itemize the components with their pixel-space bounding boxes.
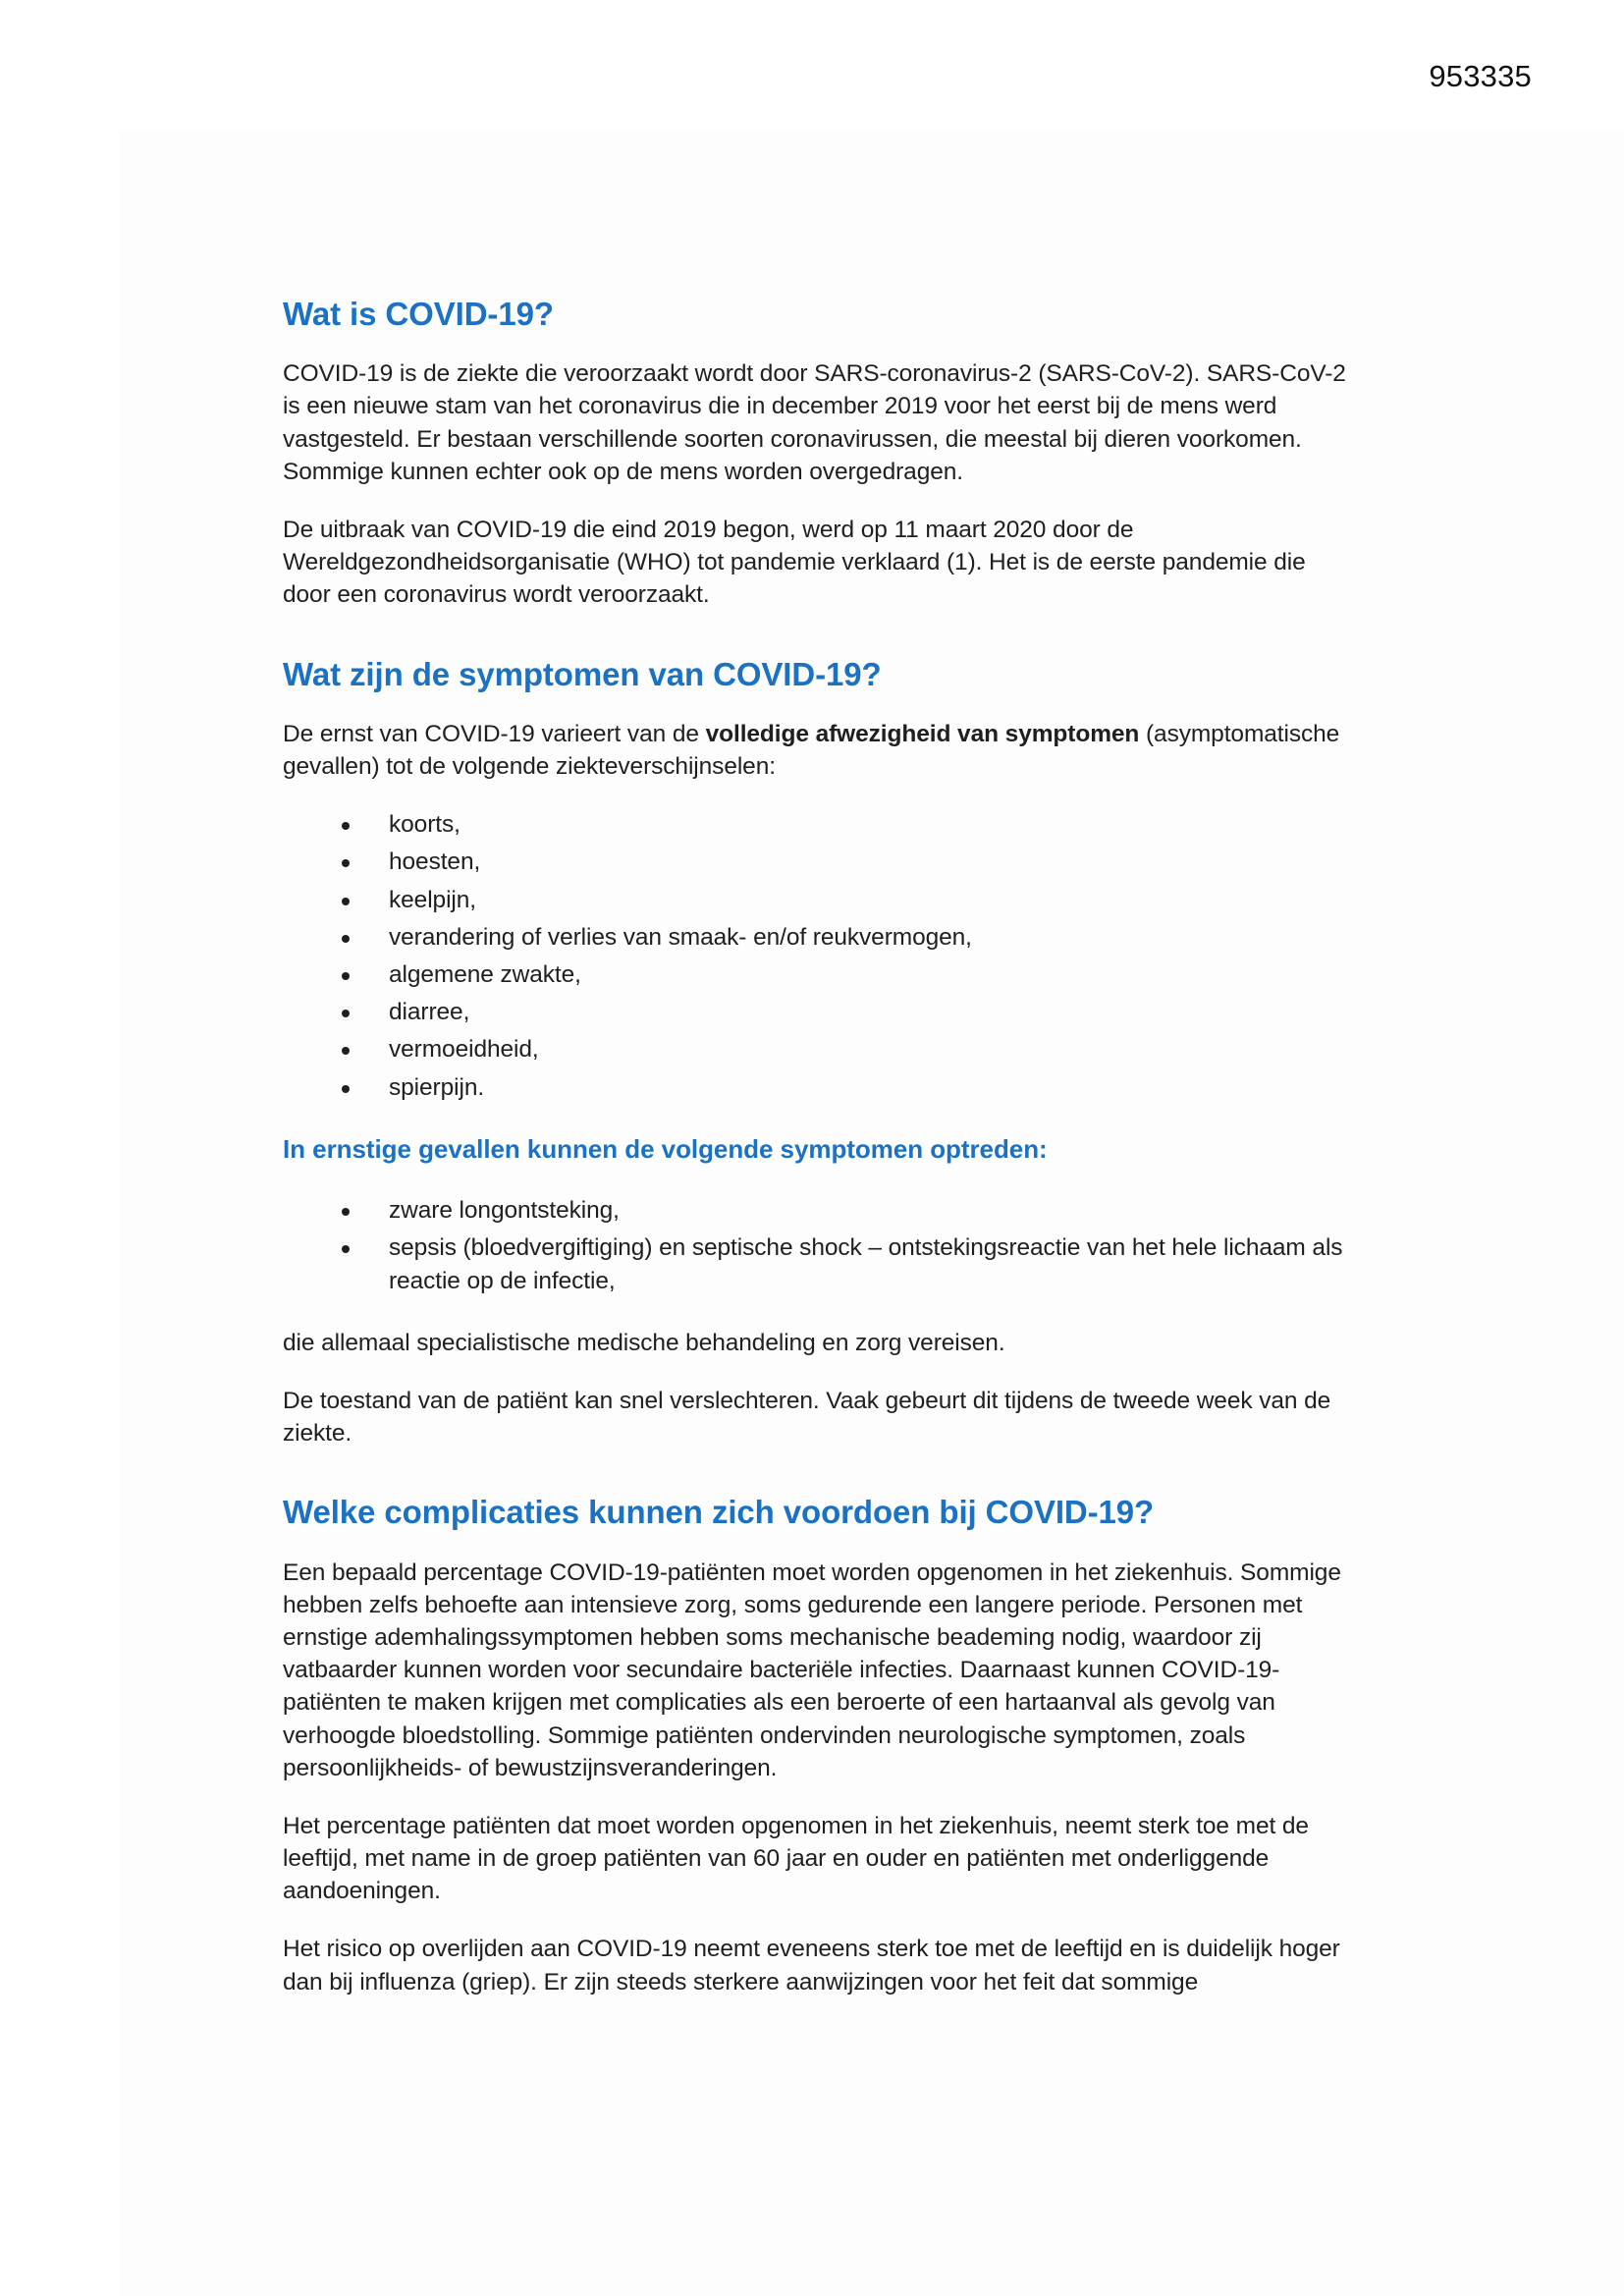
document-body <box>283 295 1359 1998</box>
list-item: zware longontsteking, <box>340 1194 1359 1227</box>
intro-text-before-bold: De ernst van COVID-19 varieert van de <box>283 720 706 747</box>
list-item: sepsis (bloedvergiftiging) en septische shock – ontstekingsreactie van het hele lichaam als reactie op de infectie, <box>340 1231 1359 1296</box>
section-spacer <box>283 612 1359 655</box>
list-item: algemene zwakte, <box>340 958 1359 991</box>
page-header <box>0 0 1624 130</box>
paragraph: Het risico op overlijden aan COVID-19 neemt eveneens sterk toe met de leeftijd en is duidelijk hoger dan bij influenza (griep). Er zijn steeds sterkere aanwijzingen voor het feit dat sommige <box>283 1936 1340 1995</box>
paragraph: COVID-19 is de ziekte die veroorzaakt wordt door SARS-coronavirus-2 (SARS-CoV-2). SARS-CoV-2 is een nieuwe stam van het coronavirus die in december 2019 voor het eerst bij de mens werd vastgesteld. Er bestaan verschillende soorten coronavirussen, die meestal bij dieren voorkomen. Sommige kunnen echter ook op de mens worden overgedragen. <box>283 360 1346 485</box>
list-item: diarree, <box>340 996 1359 1028</box>
section-heading: Wat zijn de symptomen van COVID-19? <box>283 655 882 692</box>
section-heading: Wat is COVID-19? <box>283 296 554 332</box>
paragraph: Het percentage patiënten dat moet worden opgenomen in het ziekenhuis, neemt sterk toe met de leeftijd, met name in de groep patiënten van 60 jaar en ouder en patiënten met onderliggende aandoeningen. <box>283 1812 1309 1905</box>
list-item: vermoeidheid, <box>340 1033 1359 1066</box>
symptom-list <box>283 808 1359 1104</box>
list-item: verandering of verlies van smaak- en/of reukvermogen, <box>340 921 1359 954</box>
paragraph: Een bepaald percentage COVID-19-patiënten moet worden opgenomen in het ziekenhuis. Sommige hebben zelfs behoefte aan intensieve zorg, soms gedurende een langere periode. Personen met ernstige ademhalingssymptomen hebben soms mechanische beademing nodig, waardoor zij vatbaarder kunnen worden voor secundaire bacteriële infecties. Daarnaast kunnen COVID-19-patiënten te maken krijgen met complicaties als een beroerte of een hartaanval als gevolg van verhoogde bloedstolling. Sommige patiënten ondervinden neurologische symptomen, zoals persoonlijkheids- of bewustzijnsveranderingen. <box>283 1558 1341 1781</box>
section-spacer <box>283 1449 1359 1493</box>
page-number: 953335 <box>1429 59 1532 93</box>
intro-paragraph <box>283 718 1359 783</box>
section-complicaties <box>283 1493 1359 1998</box>
paragraph: De uitbraak van COVID-19 die eind 2019 begon, werd op 11 maart 2020 door de Wereldgezondheidsorganisatie (WHO) tot pandemie verklaard (1). Het is de eerste pandemie die door een coronavirus wordt veroorzaakt. <box>283 517 1306 609</box>
list-item: koorts, <box>340 808 1359 841</box>
paragraph: De toestand van de patiënt kan snel verslechteren. Vaak gebeurt dit tijdens de tweede week van de ziekte. <box>283 1387 1331 1448</box>
subsection-heading: In ernstige gevallen kunnen de volgende symptomen optreden: <box>283 1133 1048 1164</box>
intro-text-bold: volledige afwezigheid van symptomen <box>705 720 1140 747</box>
severe-symptom-list <box>283 1194 1359 1297</box>
section-symptomen <box>283 655 1359 1450</box>
list-item: spierpijn. <box>340 1071 1359 1104</box>
section-wat-is-covid19 <box>283 295 1359 612</box>
list-item: keelpijn, <box>340 884 1359 916</box>
section-heading: Welke complicaties kunnen zich voordoen bij COVID-19? <box>283 1494 1155 1531</box>
paragraph: die allemaal specialistische medische behandeling en zorg vereisen. <box>283 1329 1005 1356</box>
list-item: hoesten, <box>340 846 1359 878</box>
intro-text-after-bold: (asymptomatische gevallen) tot de volgende ziekteverschijnselen: <box>283 720 1340 780</box>
